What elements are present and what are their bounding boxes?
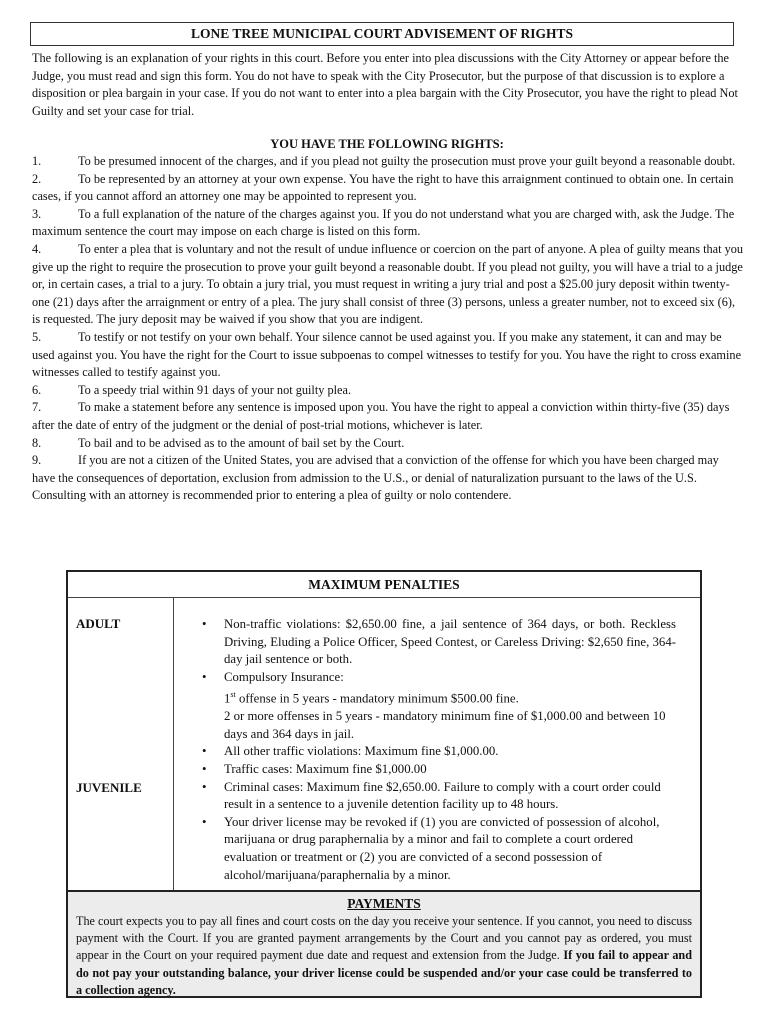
juvenile-label: JUVENILE [76, 780, 142, 795]
penalties-heading: MAXIMUM PENALTIES [68, 572, 700, 598]
right-text: To a full explanation of the nature of the charges against you. If you do not understand what you are charged with, ask the Judge. The maximum sentence the court may impose on each charge is listed on this form. [32, 206, 735, 239]
payments-text [76, 913, 692, 999]
insurance-second-offense: 2 or more offenses in 5 years - mandatory minimum fine of $1,000.00 and between 10 days and 364 days in jail. [224, 709, 666, 741]
right-number: 1. [32, 154, 42, 168]
penalty-item-non-traffic: • Non-traffic violations: $2,650.00 fine, a jail sentence of 364 days, or both. Reckless Driving, Eluding a Police Officer, Speed Contest, or Careless Driving: $2,650 fine, 364-day jail sentence or both. [200, 616, 676, 669]
insurance-heading: • Compulsory Insurance: [224, 669, 344, 684]
payments-body: The court expects you to pay all fines and court costs on the day you receive your sentence. If you cannot, you need to discuss payment with the Court. If you are granted payment arrangements by the Court and you cannot pay as ordered, you must appear in the Court on your required payment due date and request and extension from the Judge. [76, 914, 692, 963]
right-item [32, 206, 744, 241]
ordinal-suffix: st [230, 690, 236, 700]
document-title: LONE TREE MUNICIPAL COURT ADVISEMENT OF RIGHTS [30, 22, 734, 46]
penalty-item-insurance [200, 669, 676, 744]
right-number: 4. [32, 241, 42, 256]
ordinal-number: 1 [224, 691, 231, 706]
right-number: 9. [32, 453, 42, 468]
penalty-item-juvenile-criminal: • Criminal cases: Maximum fine $2,650.00. Failure to comply with a court order could result in a sentence to a juvenile detention facility up to 48 hours. [200, 779, 676, 814]
right-text: To testify or not testify on your own behalf. Your silence cannot be used against you. If you make any statement, it can and may be used against you. You have the right for the Court to issue subpoenas to compel witnesses to testify for you. You have the right to cross examine witnesses called to testify against you. [32, 329, 742, 380]
right-text: To be presumed innocent of the charges, and if you plead not guilty the prosecution must prove your guilt beyond a reasonable doubt. [78, 154, 736, 168]
right-text: To a speedy trial within 91 days of your not guilty plea. [78, 382, 352, 397]
right-item [32, 329, 744, 382]
right-number: 2. [32, 171, 42, 186]
right-text: To enter a plea that is voluntary and not the result of undue influence or coercion on the part of anyone. A plea of guilty means that you give up the right to require the prosecution to prove your guilt beyond a reasonable doubt. If you plead not guilty, you will have a trial to a judge or, in certain cases, a trial to a jury. To obtain a jury trial, you must request in writing a jury trial and post a $25.00 jury deposit within twenty-one (21) days after the arraignment or entry of a plea. The jury shall consist of three (3) persons, unless a greater number, not to exceed six (6), is requested. The jury deposit may be waived if you show that you are indigent. [32, 241, 744, 327]
penalty-item-juvenile-traffic: • Traffic cases: Maximum fine $1,000.00 [200, 761, 676, 779]
right-text: If you are not a citizen of the United States, you are advised that a conviction of the offense for which you have been charged may have the consequences of deportation, exclusion from admission to the U.S., or denial of naturalization pursuant to the laws of the U.S. Consulting with an attorney is recommended prior to entering a plea of guilty or nolo contendere. [32, 453, 719, 503]
right-text: To make a statement before any sentence is imposed upon you. You have the right to appeal a conviction within thirty-five (35) days after the date of entry of the judgment or the denial of post-trial motions, whichever is later. [32, 400, 730, 432]
right-item [32, 435, 744, 453]
right-number: 8. [32, 435, 42, 450]
right-text: To bail and to be advised as to the amount of bail set by the Court. [78, 435, 405, 450]
rights-heading: YOU HAVE THE FOLLOWING RIGHTS: [270, 137, 504, 151]
rights-list [32, 153, 744, 505]
right-number: 7. [32, 400, 42, 415]
penalties-list [200, 616, 676, 884]
right-item [32, 153, 744, 171]
payments-warning: If you fail to appear and do not pay your outstanding balance, your driver license could be suspended and/or your case could be transferred to a collection agency. [76, 948, 692, 997]
payments-box [66, 890, 702, 998]
penalty-item-other-traffic: • All other traffic violations: Maximum fine $1,000.00. [200, 743, 676, 761]
right-item [32, 452, 744, 505]
right-item [32, 382, 744, 400]
insurance-first-offense [224, 686, 676, 708]
intro-paragraph: The following is an explanation of your rights in this court. Before you enter into plea discussions with the City Attorney or appear before the Judge, you must read and sign this form. You do not have to speak with the City Prosecutor, but the purpose of that discussion is to explore a disposition or plea bargain in your case. If you do not want to enter into a plea bargain with the City Prosecutor, you have the right to plead Not Guilty and set your case for trial. [32, 51, 738, 118]
right-number: 3. [32, 206, 42, 221]
adult-label: ADULT [76, 616, 121, 631]
right-number: 5. [32, 329, 42, 344]
right-item [32, 171, 744, 206]
right-number: 6. [32, 382, 42, 397]
table-column-divider [173, 597, 174, 892]
right-text: To be represented by an attorney at your own expense. You have the right to have this arraignment continued to obtain one. In certain cases, if you cannot afford an attorney one may be appointed to represent you. [32, 171, 734, 204]
right-item [32, 241, 744, 329]
right-item [32, 399, 744, 434]
maximum-penalties-table [66, 570, 702, 894]
payments-heading: PAYMENTS [347, 896, 421, 911]
first-offense-text: offense in 5 years - mandatory minimum $500.00 fine. [235, 691, 519, 706]
penalty-item-juvenile-license: • Your driver license may be revoked if (1) you are convicted of possession of alcohol, marijuana or drug paraphernalia by a minor and fail to complete a court ordered evaluation or treatment or (2) you are convicted of a second possession of alcohol/marijuana/paraphernalia by a minor. [200, 814, 676, 884]
